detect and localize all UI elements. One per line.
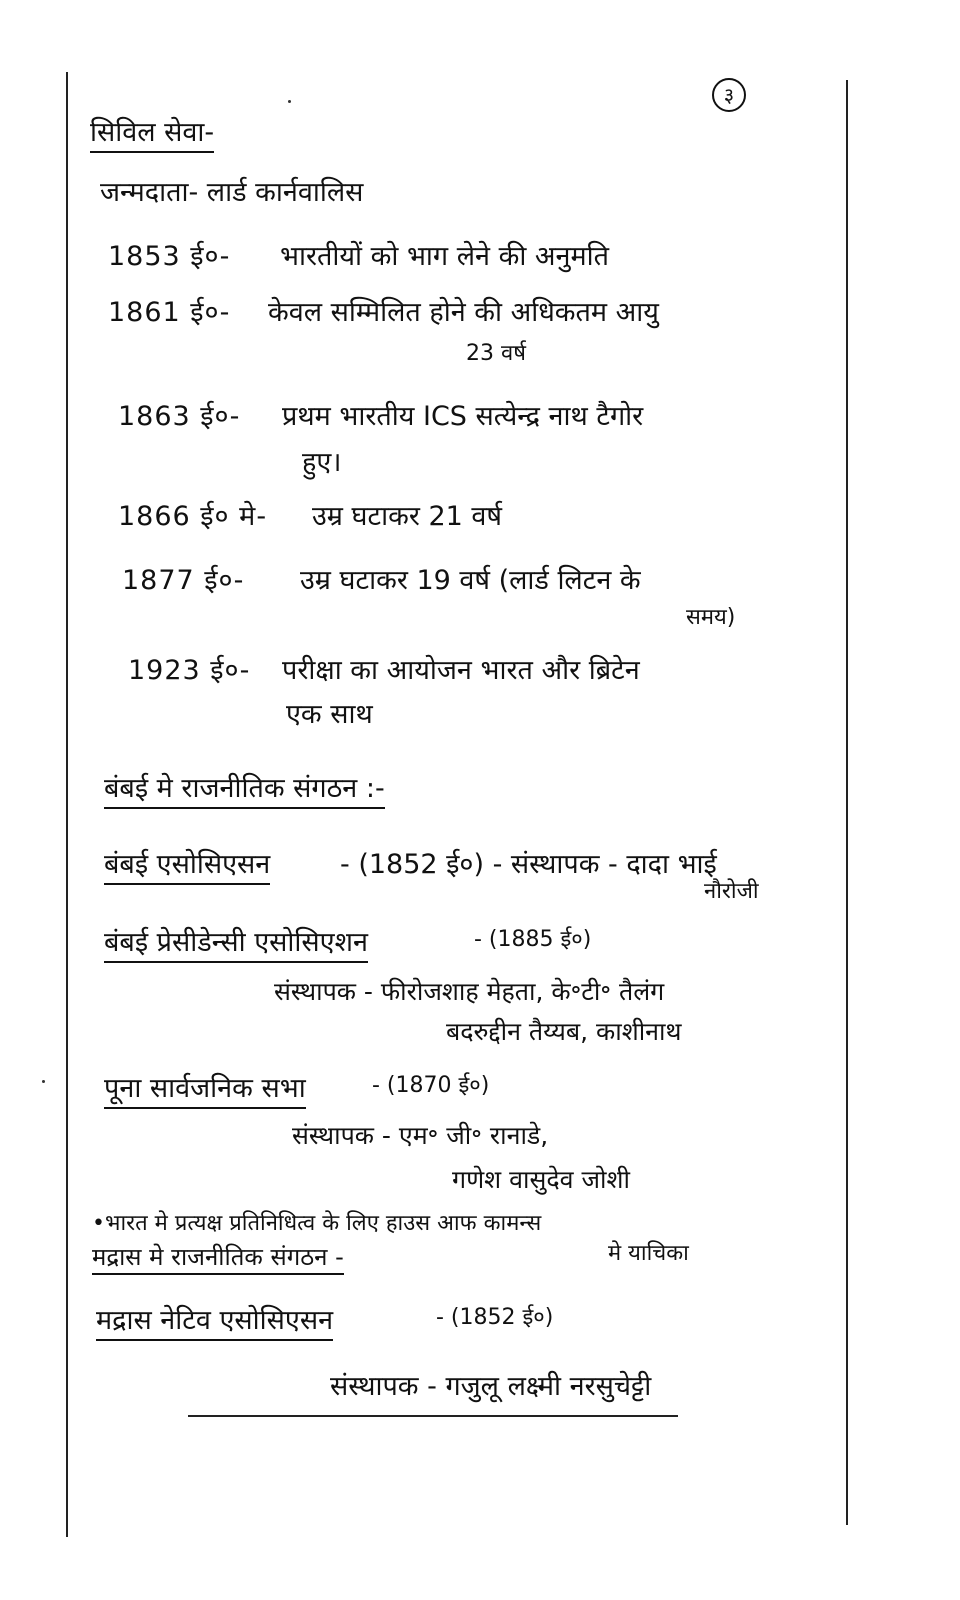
entry-year-1877: 1877 ई०- xyxy=(122,565,245,596)
poona-founders-2: गणेश वासुदेव जोशी xyxy=(452,1165,630,1194)
closing-rule xyxy=(188,1415,678,1417)
bombay-presidency-founders-1: संस्थापक - फीरोजशाह मेहता, के॰टी॰ तैलंग xyxy=(274,977,665,1006)
entry-year-1863: 1863 ई०- xyxy=(118,401,241,432)
entry-cont-1923: एक साथ xyxy=(286,699,373,730)
page-number: ३ xyxy=(712,78,746,112)
ink-dot xyxy=(288,100,291,103)
poona-sabha-title: पूना सार्वजनिक सभा xyxy=(104,1074,306,1109)
entry-text-1877: उम्र घटाकर 19 वर्ष (लार्ड लिटन के xyxy=(300,565,641,596)
right-margin-line xyxy=(846,80,848,1525)
petition-note-line-1: •भारत मे प्रत्यक्ष प्रतिनिधित्व के लिए हाउस आफ कामन्स xyxy=(92,1211,542,1236)
entry-cont-1863: हुए। xyxy=(302,447,342,478)
madras-native-association-year: - (1852 ई०) xyxy=(436,1305,554,1330)
left-margin-line xyxy=(66,72,68,1537)
bombay-association-detail: - (1852 ई०) - संस्थापक - दादा भाई xyxy=(340,849,717,880)
entry-text-1853: भारतीयों को भाग लेने की अनुमति xyxy=(280,241,610,272)
entry-cont-1877: समय) xyxy=(686,605,736,630)
bombay-heading: बंबई मे राजनीतिक संगठन :- xyxy=(104,774,385,809)
madras-native-founder: संस्थापक - गजुलू लक्ष्मी नरसुचेट्टी xyxy=(330,1371,652,1402)
entry-year-1866: 1866 ई० मे- xyxy=(118,501,268,532)
entry-year-1923: 1923 ई०- xyxy=(128,655,251,686)
madras-heading: मद्रास मे राजनीतिक संगठन - xyxy=(92,1244,344,1275)
entry-text-1861: केवल सम्मिलित होने की अधिकतम आयु xyxy=(268,297,659,328)
bombay-presidency-founders-2: बदरुद्दीन तैय्यब, काशीनाथ xyxy=(446,1017,682,1046)
madras-native-association-title: मद्रास नेटिव एसोसिएसन xyxy=(96,1306,333,1341)
entry-text-1923: परीक्षा का आयोजन भारत और ब्रिटेन xyxy=(282,655,640,686)
bombay-presidency-year: - (1885 ई०) xyxy=(474,927,592,952)
poona-founders-1: संस्थापक - एम॰ जी॰ रानाडे, xyxy=(292,1121,549,1150)
entry-text-1866: उम्र घटाकर 21 वर्ष xyxy=(312,501,503,532)
entry-year-1861: 1861 ई०- xyxy=(108,297,231,328)
entry-year-1853: 1853 ई०- xyxy=(108,241,231,272)
civil-service-heading: सिविल सेवा- xyxy=(90,118,214,153)
bombay-association-founder-cont: नौरोजी xyxy=(704,879,759,904)
founder-line: जन्मदाता- लार्ड कार्नवालिस xyxy=(100,177,364,208)
bombay-presidency-title: बंबई प्रेसीडेन्सी एसोसिएशन xyxy=(104,928,368,963)
ink-dot xyxy=(42,1080,45,1083)
bombay-association-title: बंबई एसोसिएसन xyxy=(104,850,270,885)
poona-sabha-year: - (1870 ई०) xyxy=(372,1073,490,1098)
entry-text-1863: प्रथम भारतीय ICS सत्येन्द्र नाथ टैगोर xyxy=(282,401,644,432)
entry-cont-1861: 23 वर्ष xyxy=(466,341,526,366)
petition-note-line-2: मे याचिका xyxy=(608,1241,689,1266)
